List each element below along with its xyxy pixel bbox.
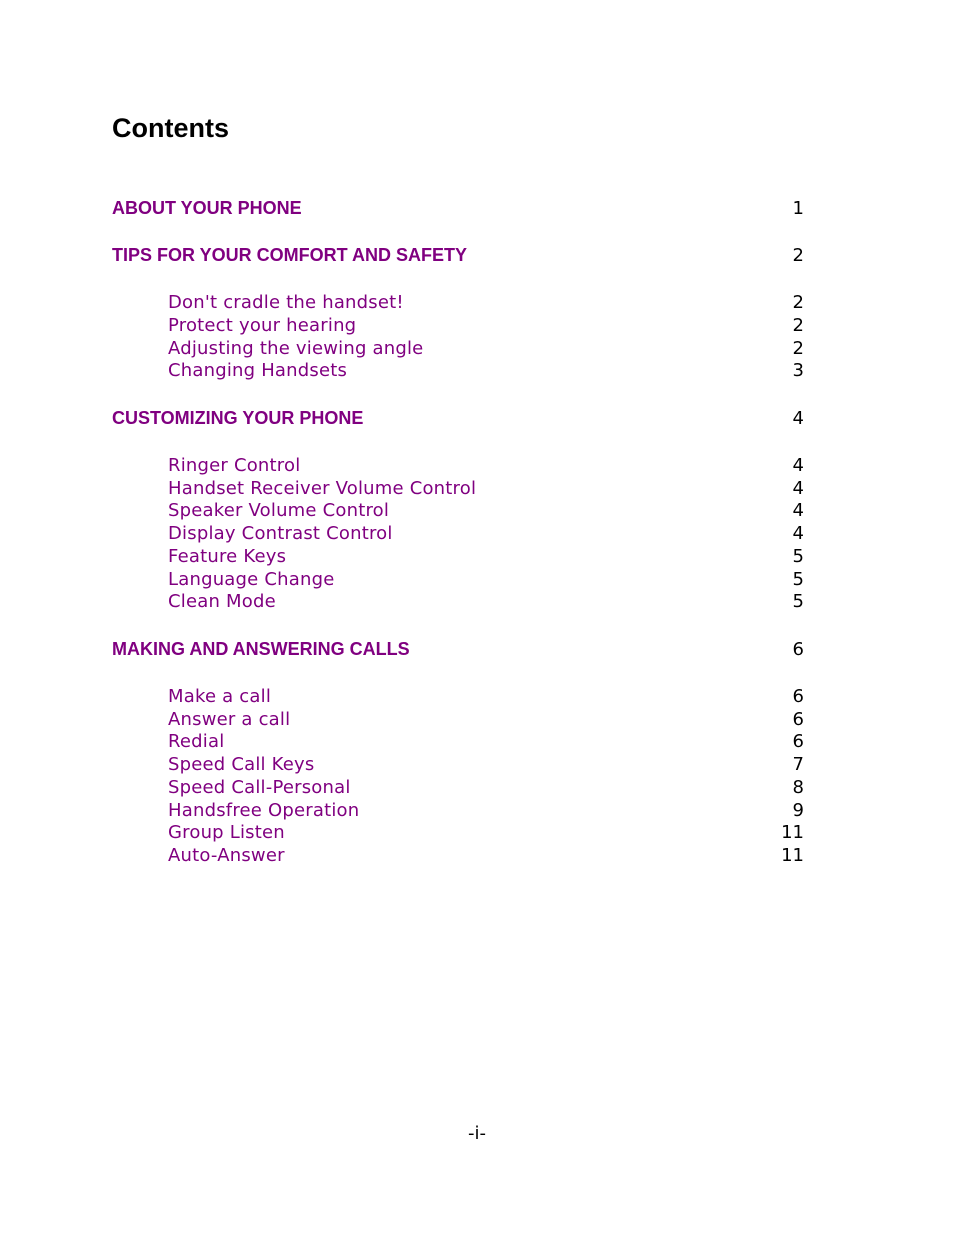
toc-item-label: Display Contrast Control bbox=[168, 523, 393, 544]
toc-item-label: Answer a call bbox=[168, 709, 291, 730]
toc-item-label: Auto-Answer bbox=[168, 845, 285, 866]
toc-section-heading: CUSTOMIZING YOUR PHONE bbox=[112, 408, 364, 428]
toc-item-speaker-volume[interactable] bbox=[168, 499, 804, 522]
toc-item-viewing-angle[interactable] bbox=[168, 337, 804, 360]
toc-section-customizing-phone[interactable] bbox=[112, 406, 804, 430]
toc-page-number: 1 bbox=[792, 198, 804, 219]
toc-item-group-listen[interactable] bbox=[168, 821, 804, 844]
toc-item-label: Make a call bbox=[168, 686, 272, 707]
toc-page-number: 5 bbox=[792, 591, 804, 612]
toc-section-tips-comfort-safety[interactable] bbox=[112, 243, 804, 267]
toc-page-number: 11 bbox=[781, 845, 804, 866]
toc-item-display-contrast[interactable] bbox=[168, 522, 804, 545]
toc-item-label: Language Change bbox=[168, 569, 335, 590]
toc-item-changing-handsets[interactable] bbox=[168, 359, 804, 382]
toc-page-number: 2 bbox=[792, 338, 804, 359]
toc-item-answer-call[interactable] bbox=[168, 708, 804, 731]
toc-item-label: Protect your hearing bbox=[168, 315, 357, 336]
toc-item-feature-keys[interactable] bbox=[168, 545, 804, 568]
toc-item-label: Don't cradle the handset! bbox=[168, 292, 404, 313]
toc-item-label: Speed Call-Personal bbox=[168, 777, 351, 798]
toc-page-number: 6 bbox=[792, 709, 804, 730]
toc-page-number: 8 bbox=[792, 777, 804, 798]
toc-page-number: 11 bbox=[781, 822, 804, 843]
toc-item-label: Clean Mode bbox=[168, 591, 276, 612]
toc-page-number: 3 bbox=[792, 360, 804, 381]
toc-item-speed-call-keys[interactable] bbox=[168, 753, 804, 776]
footer-page-number: -i- bbox=[468, 1123, 486, 1144]
toc-item-handset-receiver-volume[interactable] bbox=[168, 477, 804, 500]
toc-page-number: 2 bbox=[792, 292, 804, 313]
toc-section-about-your-phone[interactable] bbox=[112, 196, 804, 220]
toc-page-number: 9 bbox=[792, 800, 804, 821]
toc-item-label: Speed Call Keys bbox=[168, 754, 315, 775]
toc-item-handsfree-operation[interactable] bbox=[168, 799, 804, 822]
toc-item-label: Changing Handsets bbox=[168, 360, 348, 381]
toc-item-label: Adjusting the viewing angle bbox=[168, 338, 424, 359]
toc-page-number: 5 bbox=[792, 546, 804, 567]
page-title: Contents bbox=[112, 113, 229, 143]
toc-page-number: 2 bbox=[792, 315, 804, 336]
toc-section-making-answering-calls[interactable] bbox=[112, 637, 804, 661]
toc-section-heading: TIPS FOR YOUR COMFORT AND SAFETY bbox=[112, 245, 468, 265]
toc-page-number: 2 bbox=[792, 245, 804, 266]
toc-page-number: 6 bbox=[792, 731, 804, 752]
toc-page-number: 6 bbox=[792, 639, 804, 660]
toc-item-protect-hearing[interactable] bbox=[168, 314, 804, 337]
toc-item-label: Feature Keys bbox=[168, 546, 287, 567]
toc-item-label: Group Listen bbox=[168, 822, 285, 843]
toc-item-redial[interactable] bbox=[168, 730, 804, 753]
toc-page-number: 4 bbox=[792, 523, 804, 544]
toc-item-ringer-control[interactable] bbox=[168, 454, 804, 477]
toc-item-label: Handset Receiver Volume Control bbox=[168, 478, 477, 499]
toc-item-label: Handsfree Operation bbox=[168, 800, 360, 821]
toc-item-dont-cradle-handset[interactable] bbox=[168, 291, 804, 314]
toc-item-speed-call-personal[interactable] bbox=[168, 776, 804, 799]
toc-page-number: 4 bbox=[792, 408, 804, 429]
toc-page-number: 6 bbox=[792, 686, 804, 707]
toc-page-number: 4 bbox=[792, 500, 804, 521]
toc-section-heading: ABOUT YOUR PHONE bbox=[112, 198, 302, 218]
toc-page-number: 7 bbox=[792, 754, 804, 775]
toc-item-label: Speaker Volume Control bbox=[168, 500, 390, 521]
toc-item-label: Redial bbox=[168, 731, 225, 752]
toc-section-heading: MAKING AND ANSWERING CALLS bbox=[112, 639, 410, 659]
toc-item-auto-answer[interactable] bbox=[168, 844, 804, 867]
toc-item-language-change[interactable] bbox=[168, 568, 804, 591]
toc-item-make-call[interactable] bbox=[168, 685, 804, 708]
toc-page-number: 4 bbox=[792, 455, 804, 476]
toc-page-number: 4 bbox=[792, 478, 804, 499]
toc-item-label: Ringer Control bbox=[168, 455, 301, 476]
toc-item-clean-mode[interactable] bbox=[168, 590, 804, 613]
toc-page-number: 5 bbox=[792, 569, 804, 590]
